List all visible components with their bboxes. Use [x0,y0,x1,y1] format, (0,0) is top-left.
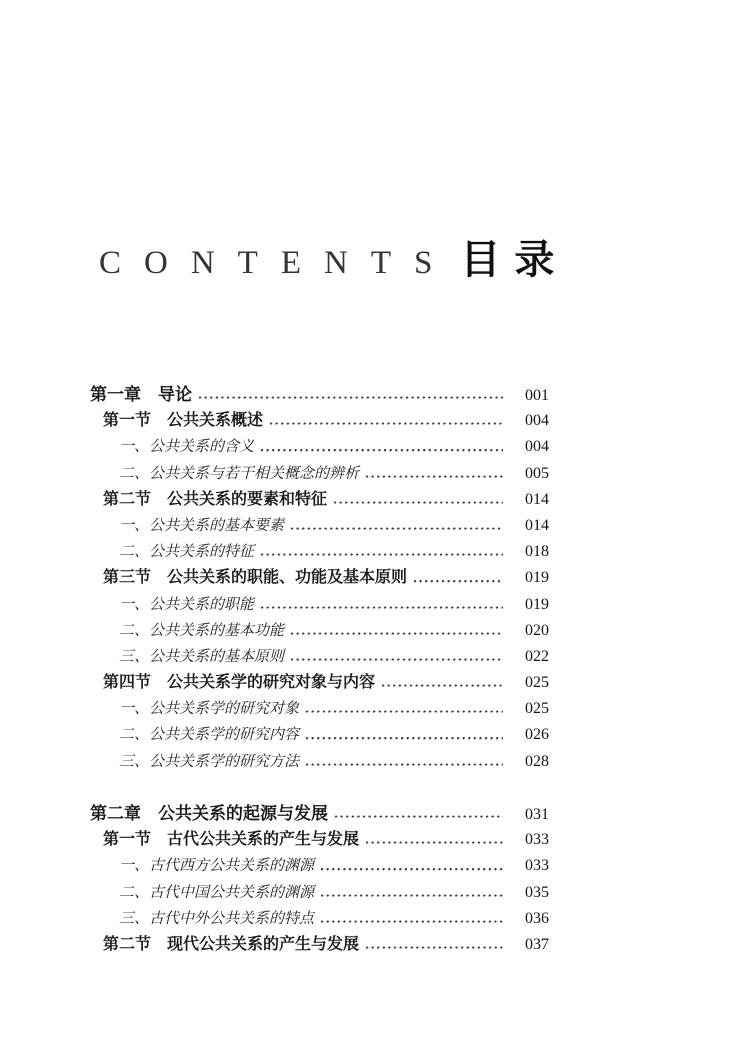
toc-entry-page-number: 001 [525,387,549,404]
toc-entry-label: 第二章 公共关系的起源与发展 [90,804,328,823]
toc-row [90,408,549,434]
toc-row [90,618,549,644]
toc-entry-page-number: 019 [525,595,549,613]
toc-entry-label: 二、公共关系学的研究内容 [119,727,300,744]
dotted-leader [381,670,503,696]
toc-entry-label: 第四节 公共关系学的研究对象与内容 [103,674,376,692]
toc-row [90,539,549,565]
toc-row [90,565,549,591]
toc-entry-label: 一、古代西方公共关系的渊源 [119,858,315,875]
toc-entry-page-number: 035 [525,883,549,901]
toc-entry-label: 一、公共关系的职能 [119,596,255,613]
toc-entry-label: 一、公共关系的含义 [119,439,255,456]
toc-entry-label: 第一章 导论 [90,385,192,404]
toc-entry-label: 第三节 公共关系的职能、功能及基本原则 [103,569,408,587]
toc-row [90,461,549,487]
toc-entry-page-number: 033 [525,831,549,849]
dotted-leader [305,696,503,722]
toc-entry-page-number: 025 [525,700,549,718]
toc-row [90,644,549,670]
toc-entry-page-number: 025 [525,674,549,692]
toc-entry-label: 第一节 古代公共关系的产生与发展 [103,831,360,849]
toc-row [90,382,549,408]
toc-entry-label: 第一节 公共关系概述 [103,412,264,430]
toc-entry-page-number: 031 [525,806,549,823]
dotted-leader [260,434,503,460]
dotted-leader [365,461,503,487]
toc-row [90,880,549,906]
toc-row [90,487,549,513]
toc-list [90,382,549,958]
dotted-leader [320,880,503,906]
dotted-leader [260,592,503,618]
toc-entry-page-number: 018 [525,543,549,561]
toc-row [90,592,549,618]
toc-entry-label: 三、古代中外公共关系的特点 [119,910,315,927]
toc-entry-page-number: 036 [525,909,549,927]
toc-entry-label: 第二节 公共关系的要素和特征 [103,490,328,508]
toc-entry-label: 一、公共关系学的研究对象 [119,701,300,718]
toc-row [90,853,549,879]
toc-entry-label: 二、古代中国公共关系的渊源 [119,884,315,901]
dotted-leader [413,565,503,591]
dotted-leader [365,827,503,853]
toc-entry-label: 二、公共关系的基本功能 [119,622,285,639]
toc-entry-label: 三、公共关系学的研究方法 [119,753,300,770]
toc-entry-page-number: 026 [525,726,549,744]
dotted-leader [334,801,503,827]
toc-entry-label: 三、公共关系的基本原则 [119,648,285,665]
contents-title-english: CONTENTS [99,245,456,281]
toc-entry-page-number: 005 [525,464,549,482]
dotted-leader [290,618,503,644]
toc-row [90,932,549,958]
dotted-leader [320,853,503,879]
contents-title-chinese: 目 录 [460,237,557,282]
dotted-leader [305,722,503,748]
toc-entry-page-number: 014 [525,516,549,534]
toc-row [90,513,549,539]
toc-entry-page-number: 028 [525,752,549,770]
dotted-leader [269,408,503,434]
dotted-leader [290,644,503,670]
toc-entry-label: 第二节 现代公共关系的产生与发展 [103,935,360,953]
toc-entry-page-number: 004 [525,412,549,430]
toc-row [90,801,549,827]
toc-entry-page-number: 022 [525,647,549,665]
toc-entry-label: 二、公共关系的特征 [119,544,255,561]
toc-entry-page-number: 004 [525,438,549,456]
toc-row [90,696,549,722]
toc-entry-page-number: 019 [525,569,549,587]
dotted-leader [305,749,503,775]
toc-row [90,722,549,748]
toc-row [90,749,549,775]
dotted-leader [365,932,503,958]
dotted-leader [290,513,503,539]
dotted-leader [260,539,503,565]
dotted-leader [320,906,503,932]
dotted-leader [198,382,503,408]
toc-entry-page-number: 020 [525,621,549,639]
page-title [99,228,556,285]
dotted-leader [333,487,503,513]
toc-entry-label: 一、公共关系的基本要素 [119,517,285,534]
toc-entry-label: 二、公共关系与若干相关概念的辨析 [119,465,360,482]
toc-entry-page-number: 033 [525,857,549,875]
toc-row [90,434,549,460]
toc-row [90,906,549,932]
toc-entry-page-number: 037 [525,935,549,953]
toc-row [90,670,549,696]
toc-entry-page-number: 014 [525,490,549,508]
toc-row [90,827,549,853]
